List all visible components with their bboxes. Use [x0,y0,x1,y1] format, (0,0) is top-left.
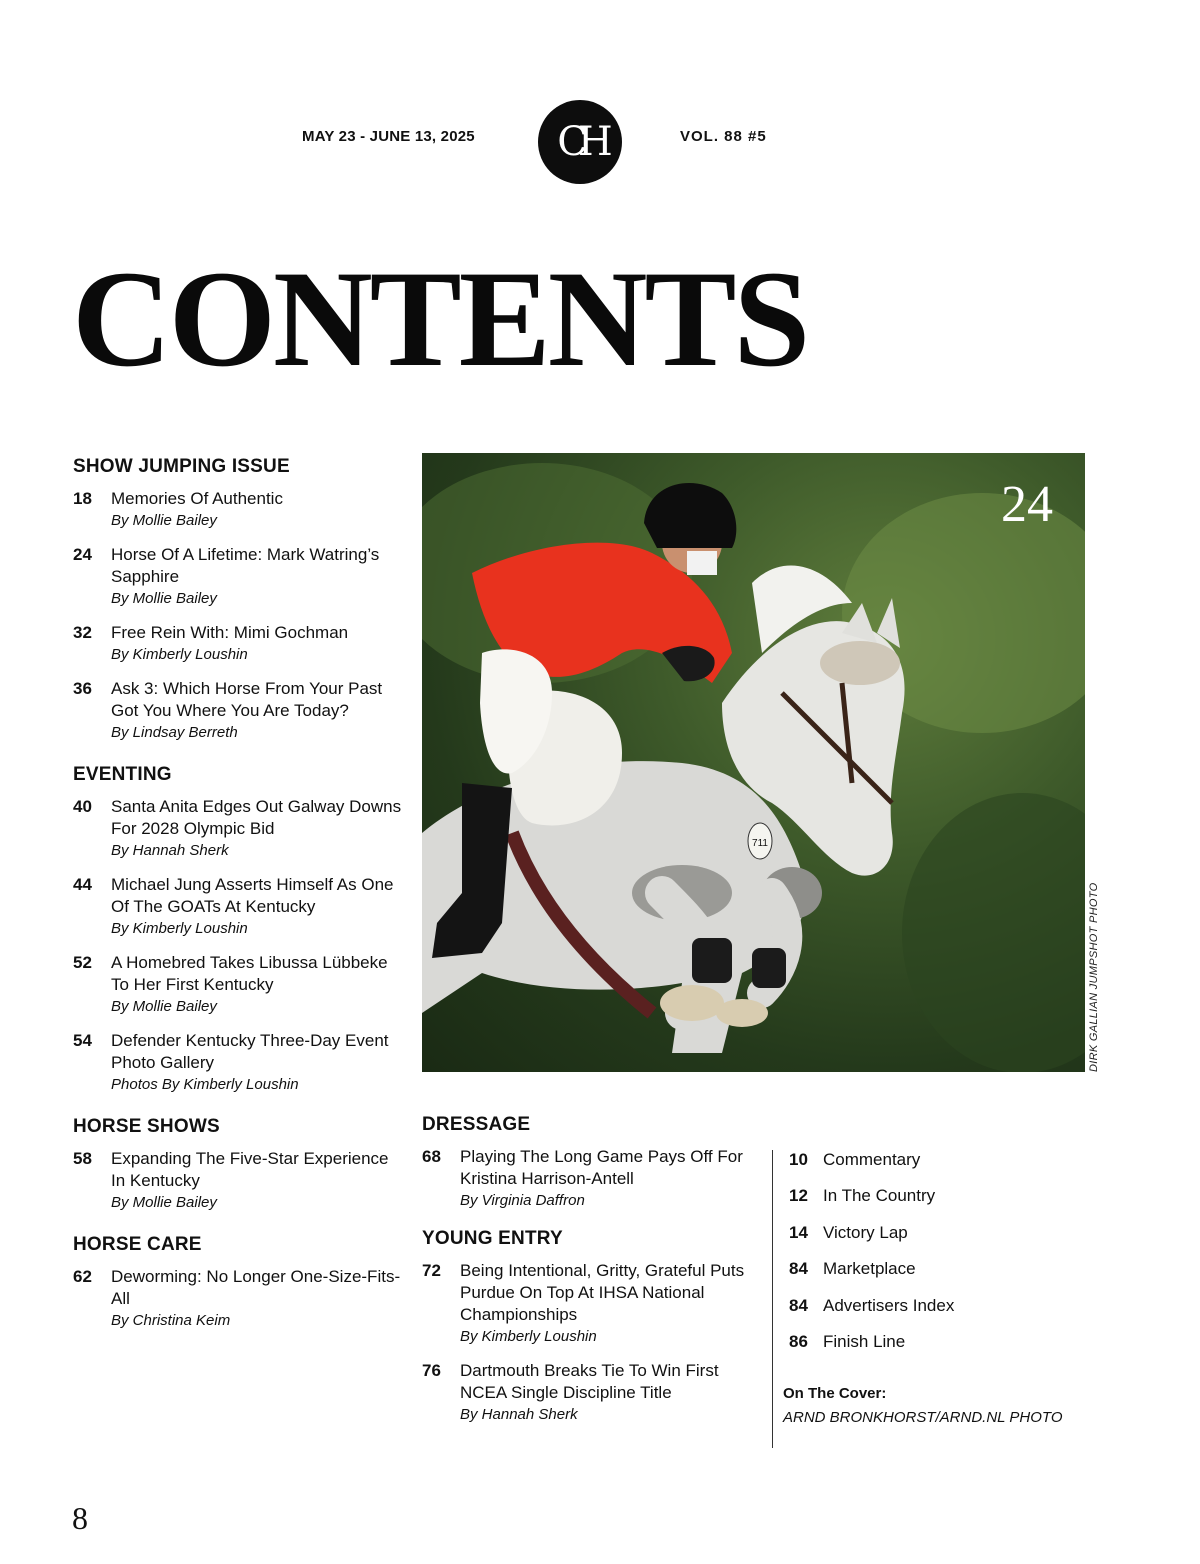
entry-title: Finish Line [823,1331,906,1351]
entry-title: Horse Of A Lifetime: Mark Watring’s Sapphire [111,545,380,586]
entry-page: 18 [73,489,92,508]
entry-title: Deworming: No Longer One-Size-Fits-All [111,1267,401,1308]
photo-page-number: 24 [1001,476,1053,533]
entry-byline: By Mollie Bailey [111,998,217,1015]
department-item[interactable] [789,1222,1109,1258]
magazine-logo [538,100,622,184]
entry-page: 10 [789,1150,808,1169]
section-eventing [73,764,403,1096]
section-heading: HORSE SHOWS [73,1116,220,1137]
entry-page: 86 [789,1331,808,1351]
cover-label: On The Cover: [783,1385,887,1402]
entry-byline: By Mollie Bailey [111,1194,217,1211]
entry-page: 12 [789,1186,808,1206]
section-heading: EVENTING [73,764,172,785]
photo-credit: DIRK GALLIAN JUMPSHOT PHOTO [1088,882,1100,1072]
toc-entry[interactable] [422,1260,752,1348]
entry-page: 14 [789,1222,808,1242]
masthead [0,100,1200,186]
bib-number: 711 [752,838,768,849]
toc-entry[interactable] [73,1030,403,1096]
cover-credit [783,1383,1123,1431]
entry-title: Advertisers Index [823,1295,955,1315]
entry-byline: By Hannah Sherk [111,842,229,859]
entry-byline: By Virginia Daffron [460,1192,585,1209]
entry-title: Memories Of Authentic [111,489,283,508]
toc-entry[interactable] [422,1146,752,1212]
entry-page: 54 [73,1031,92,1050]
contents-middle-column [422,1114,752,1442]
entry-byline: By Kimberly Loushin [111,920,248,937]
toc-entry[interactable] [73,622,403,666]
entry-title: Dartmouth Breaks Tie To Win First NCEA Single Discipline Title [460,1361,719,1402]
entry-title: Marketplace [823,1259,916,1279]
issue-volume: VOL. 88 #5 [680,128,767,145]
departments-list [789,1149,1109,1367]
entry-title: Victory Lap [823,1222,908,1242]
entry-byline: By Kimberly Loushin [460,1328,597,1345]
entry-page: 62 [73,1267,92,1286]
department-item[interactable] [789,1149,1109,1185]
entry-title: Santa Anita Edges Out Galway Downs For 2028 Olympic Bid [111,797,402,838]
toc-entry[interactable] [73,678,403,744]
entry-title: Michael Jung Asserts Himself As One Of The GOATs At Kentucky [111,875,394,916]
page-folio: 8 [72,1500,88,1536]
section-heading: DRESSAGE [422,1114,531,1135]
entry-byline: By Kimberly Loushin [111,646,248,663]
feature-photo[interactable] [422,453,1085,1072]
entry-byline: By Christina Keim [111,1312,231,1329]
entry-byline: Photos By Kimberly Loushin [111,1076,299,1093]
entry-title: In The Country [823,1186,936,1206]
entry-page: 72 [422,1261,441,1280]
entry-title: Commentary [823,1150,921,1169]
toc-entry[interactable] [73,952,403,1018]
toc-entry[interactable] [73,544,403,610]
section-show-jumping [73,456,403,744]
toc-entry[interactable] [73,1266,403,1332]
entry-byline: By Mollie Bailey [111,590,217,607]
entry-title: Being Intentional, Gritty, Grateful Puts Purdue On Top At IHSA National Championships [460,1261,745,1324]
entry-title: Defender Kentucky Three-Day Event Photo Gallery [111,1031,389,1072]
entry-page: 84 [789,1259,808,1279]
section-heading: HORSE CARE [73,1234,202,1255]
page-title: CONTENTS [72,242,808,395]
entry-page: 58 [73,1149,92,1168]
section-heading: SHOW JUMPING ISSUE [73,456,290,477]
horse-jump-illustration [422,453,1085,1072]
toc-entry[interactable] [73,796,403,862]
cover-photo-credit: ARND BRONKHORST/ARND.NL PHOTO [783,1409,1063,1426]
toc-entry[interactable] [73,874,403,940]
entry-byline: By Lindsay Berreth [111,724,238,741]
entry-page: 40 [73,797,92,816]
section-horse-care [73,1234,403,1332]
department-item[interactable] [789,1185,1109,1221]
section-dressage [422,1114,752,1212]
entry-page: 24 [73,545,92,564]
toc-entry[interactable] [422,1360,752,1426]
entry-page: 84 [789,1295,808,1315]
entry-title: Expanding The Five-Star Experience In Kentucky [111,1149,389,1190]
entry-page: 36 [73,679,92,698]
entry-byline: By Hannah Sherk [460,1406,578,1423]
issue-date: MAY 23 - JUNE 13, 2025 [302,128,475,145]
section-heading: YOUNG ENTRY [422,1228,563,1249]
entry-page: 44 [73,875,92,894]
entry-page: 68 [422,1147,441,1166]
entry-page: 32 [73,623,92,642]
entry-title: Playing The Long Game Pays Off For Kristina Harrison-Antell [460,1147,743,1188]
entry-page: 52 [73,953,92,972]
logo-monogram: CH [557,119,603,165]
entry-byline: By Mollie Bailey [111,512,217,529]
toc-entry[interactable] [73,488,403,532]
entry-title: A Homebred Takes Libussa Lübbeke To Her First Kentucky [111,953,388,994]
section-young-entry [422,1228,752,1426]
department-item[interactable] [789,1331,1109,1367]
toc-entry[interactable] [73,1148,403,1214]
entry-title: Ask 3: Which Horse From Your Past Got You Where You Are Today? [111,679,383,720]
department-item[interactable] [789,1295,1109,1331]
entry-page: 76 [422,1361,441,1380]
department-item[interactable] [789,1258,1109,1294]
entry-title: Free Rein With: Mimi Gochman [111,623,349,642]
section-horse-shows [73,1116,403,1214]
column-divider [772,1150,773,1448]
contents-left-column [73,456,403,1352]
